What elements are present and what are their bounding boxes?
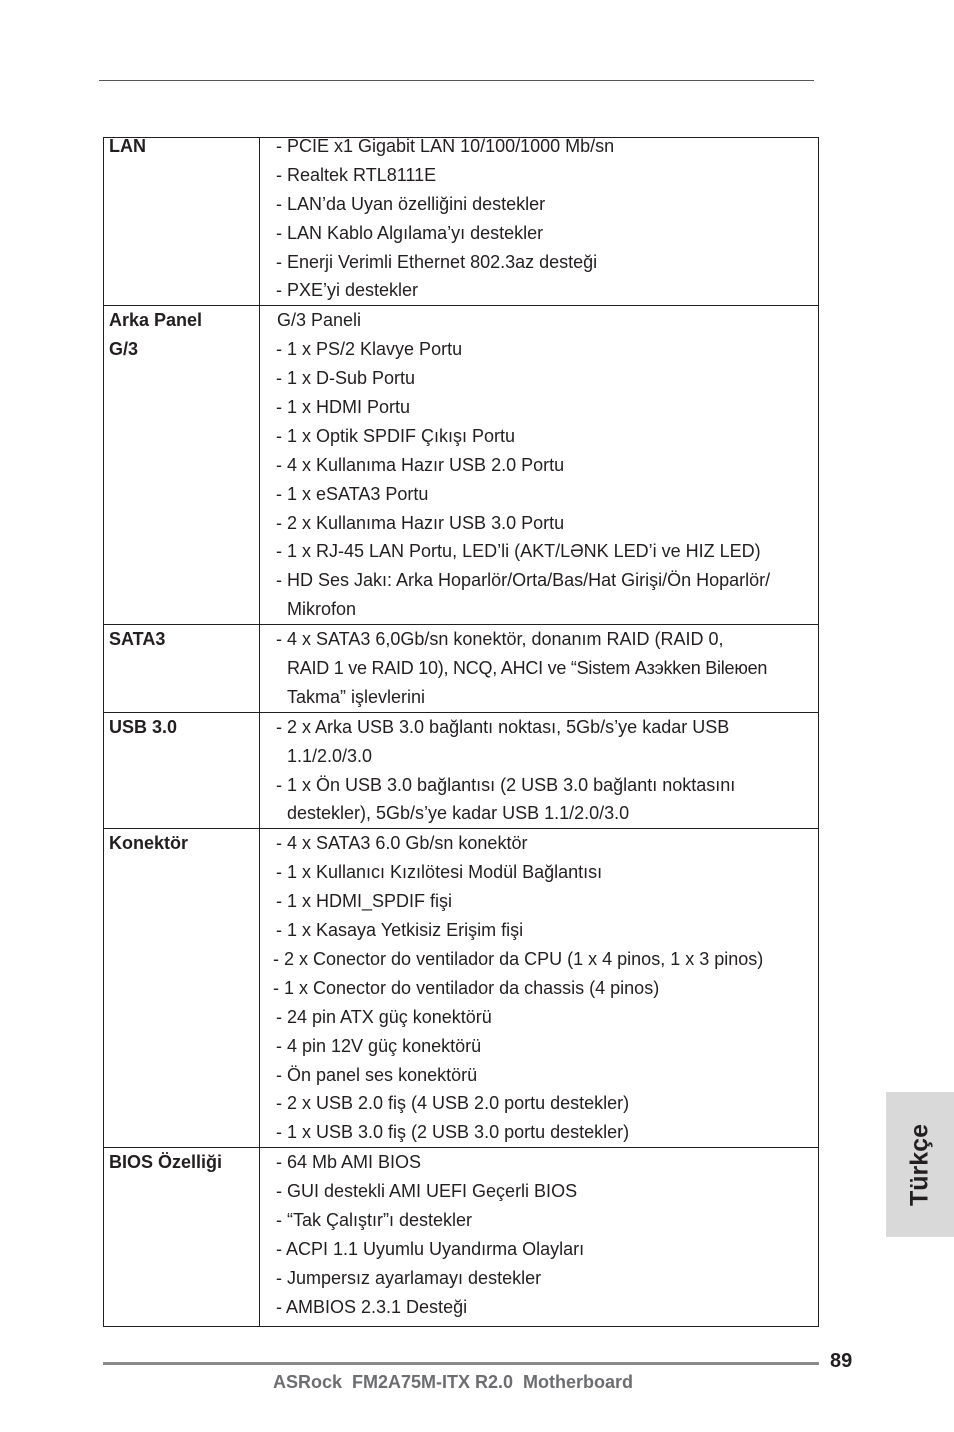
row-label-line: SATA3 — [109, 629, 166, 650]
row-label — [104, 306, 260, 625]
spec-line: - 4 x Kullanıma Hazır USB 2.0 Portu — [276, 454, 565, 475]
row-label — [104, 1148, 260, 1326]
spec-line: - 2 x USB 2.0 fiş (4 USB 2.0 portu destekler) — [276, 1093, 630, 1114]
spec-line: - 2 x Kullanıma Hazır USB 3.0 Portu — [276, 512, 565, 533]
spec-line: - 1 x HDMI_SPDIF fişi — [276, 891, 453, 912]
spec-line: - PXE’yi destekler — [276, 280, 419, 301]
spec-line: - HD Ses Jakı: Arka Hoparlör/Orta/Bas/Hat Girişi/Ön Hoparlör/ — [276, 570, 771, 591]
row-label-line: G/3 — [109, 339, 139, 360]
spec-line: destekler), 5Gb/s’ye kadar USB 1.1/2.0/3.0 — [287, 803, 630, 824]
spec-line: - 1 x Conector do ventilador da chassis (4 pinos) — [273, 977, 660, 998]
spec-line: - Ön panel ses konektörü — [276, 1064, 478, 1085]
spec-line: - Jumpersız ayarlamayı destekler — [276, 1267, 542, 1288]
language-tab — [886, 1092, 954, 1237]
spec-line: - Realtek RTL8111E — [276, 164, 437, 185]
spec-line: - 64 Mb AMI BIOS — [276, 1152, 422, 1173]
spec-line: Mikrofon — [287, 599, 357, 620]
page-number: 89 — [830, 1350, 853, 1372]
row-values — [260, 138, 819, 306]
footer-rule — [103, 1362, 819, 1365]
spec-line: - GUI destekli AMI UEFI Geçerli BIOS — [276, 1181, 578, 1202]
spec-line: - 1 x D-Sub Portu — [276, 368, 416, 389]
spec-line: - 1 x USB 3.0 fiş (2 USB 3.0 portu destekler) — [276, 1122, 630, 1143]
spec-line: - 4 pin 12V güç konektörü — [276, 1035, 482, 1056]
row-values — [260, 625, 819, 713]
row-bios — [104, 1148, 819, 1326]
spec-line: G/3 Paneli — [277, 310, 362, 331]
spec-line: - AMBIOS 2.3.1 Desteği — [276, 1296, 468, 1317]
row-label-line: BIOS Özelliği — [109, 1152, 223, 1173]
spec-line: - 1 x Optik SPDIF Çıkışı Portu — [276, 425, 516, 446]
row-lan — [104, 138, 819, 306]
row-label — [104, 829, 260, 1148]
spec-line: - “Tak Çalıştır”ı destekler — [276, 1209, 473, 1230]
spec-line: 1.1/2.0/3.0 — [287, 745, 373, 766]
footer-title — [0, 1372, 954, 1393]
spec-line: - 1 x Kullanıcı Kızılötesi Modül Bağlantısı — [276, 862, 603, 883]
spec-line: - 4 x SATA3 6,0Gb/sn konektör, donanım RAID (RAID 0, — [276, 629, 724, 650]
row-usb30 — [104, 712, 819, 829]
spec-line: - PCIE x1 Gigabit LAN 10/100/1000 Mb/sn — [276, 136, 615, 156]
spec-line: - 1 x RJ-45 LAN Portu, LED’li (AKT/LƏNK LED’i ve HIZ LED) — [276, 541, 761, 562]
header-rule — [99, 80, 814, 81]
spec-table — [103, 137, 819, 1327]
row-values — [260, 712, 819, 829]
row-values — [260, 306, 819, 625]
spec-line: - 4 x SATA3 6.0 Gb/sn konektör — [276, 833, 528, 854]
spec-line: - LAN’da Uyan özelliğini destekler — [276, 193, 546, 214]
row-rear-panel-io — [104, 306, 819, 625]
row-label — [104, 625, 260, 713]
spec-line: - Enerji Verimli Ethernet 802.3az desteği — [276, 251, 598, 272]
spec-line: - 24 pin ATX güç konektörü — [276, 1006, 492, 1027]
spec-line: - 2 x Conector do ventilador da CPU (1 x 4 pinos, 1 x 3 pinos) — [273, 948, 764, 969]
spec-line: - ACPI 1.1 Uyumlu Uyandırma Olayları — [276, 1238, 585, 1259]
row-label-line: LAN — [109, 136, 146, 156]
row-connector — [104, 829, 819, 1148]
row-label — [104, 138, 260, 306]
spec-line: - 1 x Ön USB 3.0 bağlantısı (2 USB 3.0 bağlantı noktasını — [276, 774, 736, 795]
row-sata3 — [104, 625, 819, 713]
row-label-line: Arka Panel — [109, 310, 203, 331]
row-label-line: Konektör — [109, 833, 189, 854]
spec-line: - 1 x Kasaya Yetkisiz Erişim fişi — [276, 920, 524, 941]
spec-line: - 1 x PS/2 Klavye Portu — [276, 339, 463, 360]
spec-line: - 1 x HDMI Portu — [276, 397, 411, 418]
row-values — [260, 1148, 819, 1326]
spec-line: RAID 1 ve RAID 10), NCQ, AHCI ve “Sistem Азэkken Bileюen — [287, 658, 768, 679]
row-label — [104, 712, 260, 829]
footer-title-text: ASRock FM2A75M-ITX R2.0 Motherboard — [272, 1372, 634, 1392]
row-label-line: USB 3.0 — [109, 716, 178, 737]
spec-line: - 2 x Arka USB 3.0 bağlantı noktası, 5Gb/s’ye kadar USB — [276, 716, 730, 737]
spec-line: Takma” işlevlerini — [287, 686, 426, 707]
spec-line: - LAN Kablo Algılama’yı destekler — [276, 222, 544, 243]
row-values — [260, 829, 819, 1148]
spec-line: - 1 x eSATA3 Portu — [276, 483, 429, 504]
language-tab-label: Türkçe — [905, 1123, 934, 1206]
